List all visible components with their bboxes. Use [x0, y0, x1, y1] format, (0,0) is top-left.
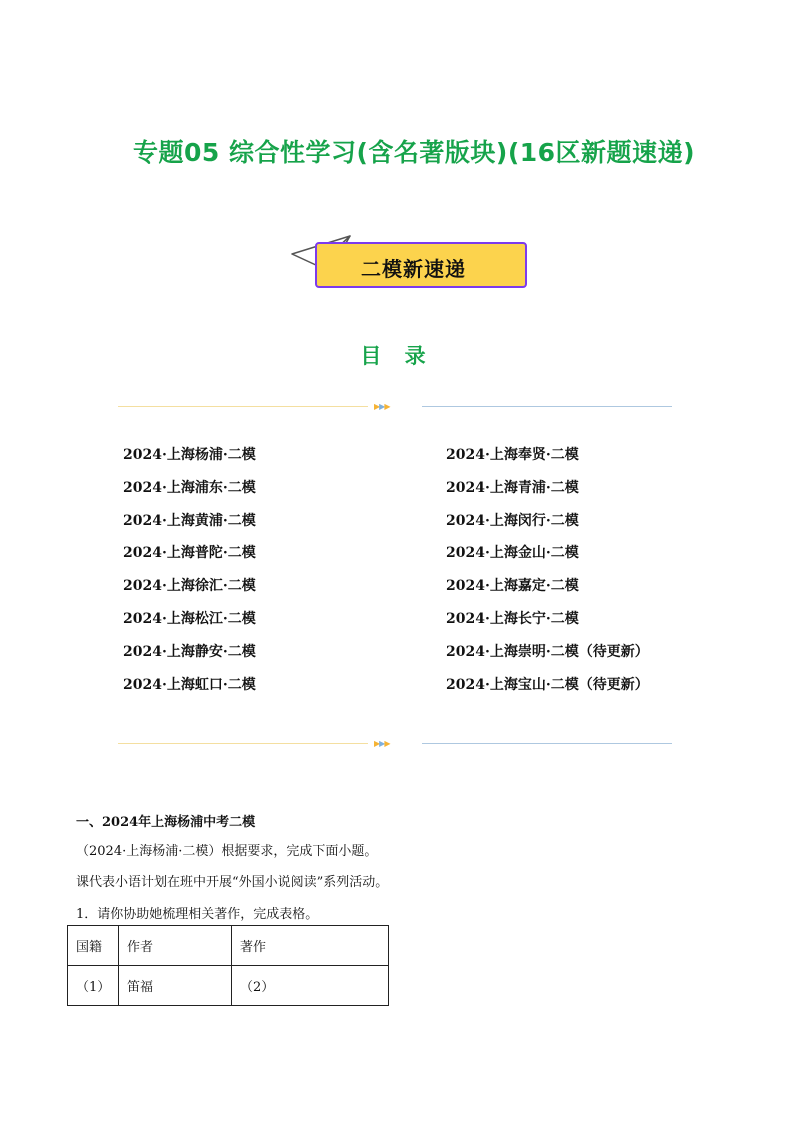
table-header-cell: 著作 — [232, 926, 389, 966]
divider-top — [118, 402, 672, 412]
divider-line-left — [118, 406, 368, 407]
divider-line-right — [422, 743, 672, 744]
toc-item[interactable]: 2024·上海奉贤·二模 — [446, 447, 579, 463]
banner-box — [315, 242, 527, 288]
table-cell: （1） — [68, 966, 119, 1006]
toc-item[interactable]: 2024·上海虹口·二模 — [123, 676, 256, 693]
toc-item[interactable]: 2024·上海杨浦·二模 — [123, 447, 256, 463]
toc-item[interactable]: 2024·上海长宁·二模 — [446, 610, 579, 627]
toc-column-right — [446, 445, 649, 707]
question-source: （2024·上海杨浦·二模）根据要求，完成下面小题。 — [76, 844, 378, 859]
toc-heading: 目 录 — [360, 344, 434, 368]
banner-label: 二模新速递 — [361, 257, 466, 281]
toc-item[interactable]: 2024·上海青浦·二模 — [446, 479, 579, 496]
table-row — [68, 966, 389, 1006]
divider-line-left — [118, 743, 368, 744]
divider-line-right — [422, 406, 672, 407]
toc-item[interactable]: 2024·上海徐汇·二模 — [123, 578, 256, 595]
toc-item[interactable]: 2024·上海静安·二模 — [123, 643, 256, 660]
toc-item[interactable]: 2024·上海金山·二模 — [446, 545, 579, 562]
toc-item[interactable]: 2024·上海崇明·二模（待更新） — [446, 643, 649, 660]
divider-bottom — [118, 739, 672, 749]
toc-item[interactable]: 2024·上海普陀·二模 — [123, 545, 256, 562]
section-heading: 一、2024年上海杨浦中考二模 — [76, 815, 256, 830]
toc-item[interactable]: 2024·上海松江·二模 — [123, 610, 256, 627]
divider-arrows-icon: ▶▶▶ — [374, 739, 390, 748]
toc-item[interactable]: 2024·上海宝山·二模（待更新） — [446, 676, 649, 693]
table-cell: 笛福 — [119, 966, 232, 1006]
works-table — [67, 925, 389, 1006]
table-header-cell: 作者 — [119, 926, 232, 966]
document-title: 专题05 综合性学习(含名著版块)(16区新题速递) — [133, 138, 695, 167]
toc-column-left — [123, 445, 256, 707]
table-header-row — [68, 926, 389, 966]
divider-arrows-icon: ▶▶▶ — [374, 402, 390, 411]
table-cell: （2） — [232, 966, 389, 1006]
question-intro: 课代表小语计划在班中开展“外国小说阅读”系列活动。 — [76, 875, 389, 890]
toc-item[interactable]: 2024·上海浦东·二模 — [123, 479, 256, 496]
question-text: 1．请你协助她梳理相关著作，完成表格。 — [76, 907, 319, 922]
table-header-cell: 国籍 — [68, 926, 119, 966]
toc-item[interactable]: 2024·上海嘉定·二模 — [446, 578, 579, 595]
toc-item[interactable]: 2024·上海黄浦·二模 — [123, 512, 256, 529]
toc-item[interactable]: 2024·上海闵行·二模 — [446, 512, 579, 529]
